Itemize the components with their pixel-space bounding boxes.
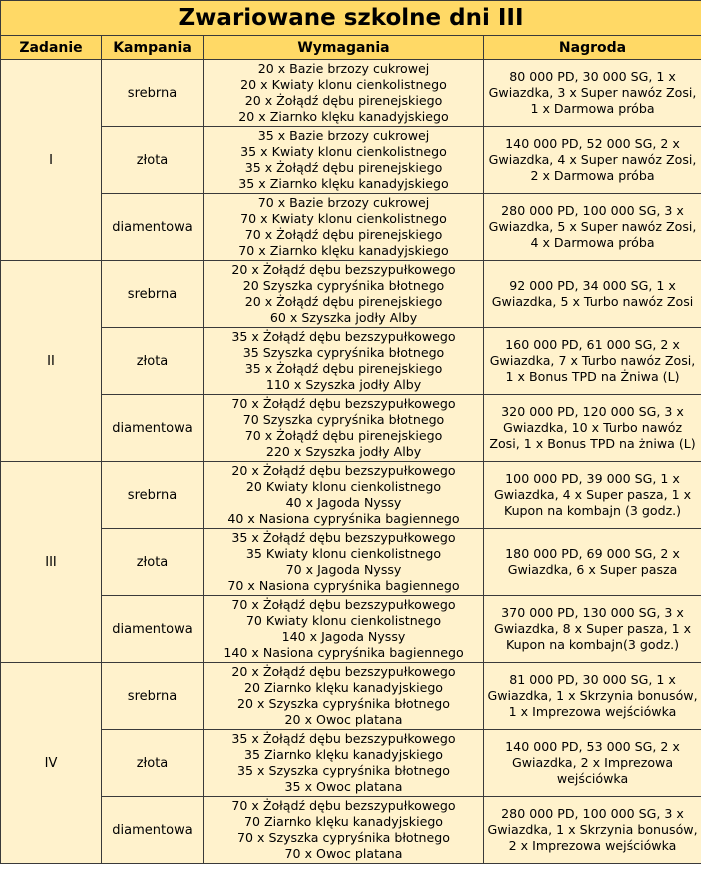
- header-reward: Nagroda: [484, 36, 701, 60]
- task-cell: III: [1, 462, 102, 663]
- reward-cell: 320 000 PD, 120 000 SG, 3 x Gwiazdka, 10 x Turbo nawóz Zosi, 1 x Bonus TPD na żniwa (L): [484, 395, 701, 462]
- requirement-line: 20 x Ziarnko klęku kanadyjskiego: [238, 109, 449, 124]
- table-row: [1, 328, 701, 395]
- reward-cell: 140 000 PD, 53 000 SG, 2 x Gwiazdka, 2 x Imprezowa wejściówka: [484, 730, 701, 797]
- campaign-cell: złota: [102, 127, 204, 194]
- campaign-cell: srebrna: [102, 261, 204, 328]
- requirement-line: 70 x Bazie brzozy cukrowej: [257, 195, 430, 210]
- requirement-line: 70 x Żołądź dębu pirenejskiego: [244, 227, 443, 242]
- requirements-cell: [204, 462, 484, 529]
- requirement-line: 70 Kwiaty klonu cienkolistnego: [245, 613, 442, 628]
- campaign-cell: złota: [102, 328, 204, 395]
- campaign-cell: złota: [102, 529, 204, 596]
- campaign-cell: diamentowa: [102, 797, 204, 864]
- reward-cell: 280 000 PD, 100 000 SG, 3 x Gwiazdka, 5 x Super nawóz Zosi, 4 x Darmowa próba: [484, 194, 701, 261]
- campaign-cell: diamentowa: [102, 395, 204, 462]
- requirement-line: 140 x Nasiona cypryśnika bagiennego: [223, 645, 464, 660]
- requirement-line: 35 x Szyszka cypryśnika błotnego: [237, 763, 450, 778]
- requirement-line: 70 x Owoc platana: [284, 846, 403, 861]
- task-cell: I: [1, 60, 102, 261]
- reward-cell: 100 000 PD, 39 000 SG, 1 x Gwiazdka, 4 x Super pasza, 1 x Kupon na kombajn (3 godz.): [484, 462, 701, 529]
- header-task: Zadanie: [1, 36, 102, 60]
- table-row: [1, 395, 701, 462]
- requirement-line: 70 x Szyszka cypryśnika błotnego: [237, 830, 450, 845]
- campaign-cell: srebrna: [102, 462, 204, 529]
- requirement-line: 20 x Żołądź dębu bezszypułkowego: [231, 262, 456, 277]
- requirement-line: 35 Kwiaty klonu cienkolistnego: [245, 546, 442, 561]
- table-row: [1, 261, 701, 328]
- table-row: [1, 730, 701, 797]
- task-cell: IV: [1, 663, 102, 864]
- requirement-line: 140 x Jagoda Nyssy: [281, 629, 406, 644]
- campaign-cell: diamentowa: [102, 596, 204, 663]
- requirements-cell: [204, 395, 484, 462]
- table-row: [1, 127, 701, 194]
- requirement-line: 70 x Żołądź dębu bezszypułkowego: [231, 597, 456, 612]
- requirement-line: 70 x Nasiona cypryśnika bagiennego: [227, 578, 460, 593]
- requirement-line: 20 Szyszka cypryśnika błotnego: [242, 278, 445, 293]
- requirement-line: 70 x Kwiaty klonu cienkolistnego: [240, 211, 447, 226]
- requirement-line: 20 x Kwiaty klonu cienkolistnego: [240, 77, 447, 92]
- requirement-line: 60 x Szyszka jodły Alby: [269, 310, 418, 325]
- requirement-line: 20 x Owoc platana: [284, 712, 403, 727]
- requirement-line: 20 x Żołądź dębu bezszypułkowego: [231, 664, 456, 679]
- table-row: [1, 529, 701, 596]
- requirement-line: 70 Szyszka cypryśnika błotnego: [242, 412, 445, 427]
- requirement-line: 220 x Szyszka jodły Alby: [265, 444, 422, 459]
- requirement-line: 20 x Żołądź dębu pirenejskiego: [244, 93, 443, 108]
- requirements-cell: [204, 194, 484, 261]
- requirement-line: 70 x Ziarnko klęku kanadyjskiego: [238, 243, 449, 258]
- reward-cell: 81 000 PD, 30 000 SG, 1 x Gwiazdka, 1 x Skrzynia bonusów, 1 x Imprezowa wejściówka: [484, 663, 701, 730]
- table-row: [1, 194, 701, 261]
- requirement-line: 70 Ziarnko klęku kanadyjskiego: [243, 814, 444, 829]
- table-row: [1, 596, 701, 663]
- requirements-cell: [204, 529, 484, 596]
- reward-cell: 92 000 PD, 34 000 SG, 1 x Gwiazdka, 5 x Turbo nawóz Zosi: [484, 261, 701, 328]
- reward-cell: 280 000 PD, 100 000 SG, 3 x Gwiazdka, 1 x Skrzynia bonusów, 2 x Imprezowa wejściówka: [484, 797, 701, 864]
- campaign-cell: srebrna: [102, 60, 204, 127]
- reward-cell: 80 000 PD, 30 000 SG, 1 x Gwiazdka, 3 x Super nawóz Zosi, 1 x Darmowa próba: [484, 60, 701, 127]
- table-row: [1, 462, 701, 529]
- header-campaign: Kampania: [102, 36, 204, 60]
- requirement-line: 35 x Ziarnko klęku kanadyjskiego: [238, 176, 449, 191]
- table-row: [1, 60, 701, 127]
- requirement-line: 40 x Jagoda Nyssy: [285, 495, 402, 510]
- task-cell: II: [1, 261, 102, 462]
- requirement-line: 35 x Owoc platana: [284, 779, 403, 794]
- requirements-cell: [204, 127, 484, 194]
- requirements-cell: [204, 261, 484, 328]
- requirement-line: 35 Szyszka cypryśnika błotnego: [242, 345, 445, 360]
- table-row: [1, 663, 701, 730]
- reward-cell: 180 000 PD, 69 000 SG, 2 x Gwiazdka, 6 x Super pasza: [484, 529, 701, 596]
- requirements-cell: [204, 596, 484, 663]
- campaign-cell: złota: [102, 730, 204, 797]
- requirement-line: 70 x Żołądź dębu bezszypułkowego: [231, 396, 456, 411]
- requirement-line: 35 x Bazie brzozy cukrowej: [257, 128, 430, 143]
- campaign-cell: diamentowa: [102, 194, 204, 261]
- requirements-cell: [204, 730, 484, 797]
- table-title: Zwariowane szkolne dni III: [1, 1, 701, 36]
- requirement-line: 35 x Żołądź dębu bezszypułkowego: [231, 530, 456, 545]
- reward-cell: 140 000 PD, 52 000 SG, 2 x Gwiazdka, 4 x Super nawóz Zosi, 2 x Darmowa próba: [484, 127, 701, 194]
- requirements-cell: [204, 328, 484, 395]
- requirement-line: 35 x Żołądź dębu pirenejskiego: [244, 160, 443, 175]
- requirement-line: 70 x Żołądź dębu bezszypułkowego: [231, 798, 456, 813]
- requirement-line: 70 x Żołądź dębu pirenejskiego: [244, 428, 443, 443]
- requirement-line: 20 x Żołądź dębu pirenejskiego: [244, 294, 443, 309]
- requirement-line: 20 x Bazie brzozy cukrowej: [257, 61, 430, 76]
- requirement-line: 35 x Kwiaty klonu cienkolistnego: [240, 144, 447, 159]
- requirements-cell: [204, 60, 484, 127]
- requirement-line: 110 x Szyszka jodły Alby: [265, 377, 422, 392]
- requirement-line: 20 x Żołądź dębu bezszypułkowego: [231, 463, 456, 478]
- campaign-cell: srebrna: [102, 663, 204, 730]
- requirement-line: 35 x Żołądź dębu bezszypułkowego: [231, 329, 456, 344]
- header-requirements: Wymagania: [204, 36, 484, 60]
- requirements-cell: [204, 663, 484, 730]
- requirements-cell: [204, 797, 484, 864]
- table-row: [1, 797, 701, 864]
- requirement-line: 40 x Nasiona cypryśnika bagiennego: [227, 511, 460, 526]
- reward-cell: 160 000 PD, 61 000 SG, 2 x Gwiazdka, 7 x Turbo nawóz Zosi, 1 x Bonus TPD na Żniwa (L): [484, 328, 701, 395]
- requirement-line: 35 x Żołądź dębu pirenejskiego: [244, 361, 443, 376]
- requirement-line: 35 x Żołądź dębu bezszypułkowego: [231, 731, 456, 746]
- requirement-line: 35 Ziarnko klęku kanadyjskiego: [243, 747, 444, 762]
- requirement-line: 70 x Jagoda Nyssy: [285, 562, 402, 577]
- quest-table-body: [1, 60, 701, 864]
- requirement-line: 20 Ziarnko klęku kanadyjskiego: [243, 680, 444, 695]
- requirement-line: 20 x Szyszka cypryśnika błotnego: [237, 696, 450, 711]
- requirement-line: 20 Kwiaty klonu cienkolistnego: [245, 479, 442, 494]
- reward-cell: 370 000 PD, 130 000 SG, 3 x Gwiazdka, 8 x Super pasza, 1 x Kupon na kombajn(3 godz.): [484, 596, 701, 663]
